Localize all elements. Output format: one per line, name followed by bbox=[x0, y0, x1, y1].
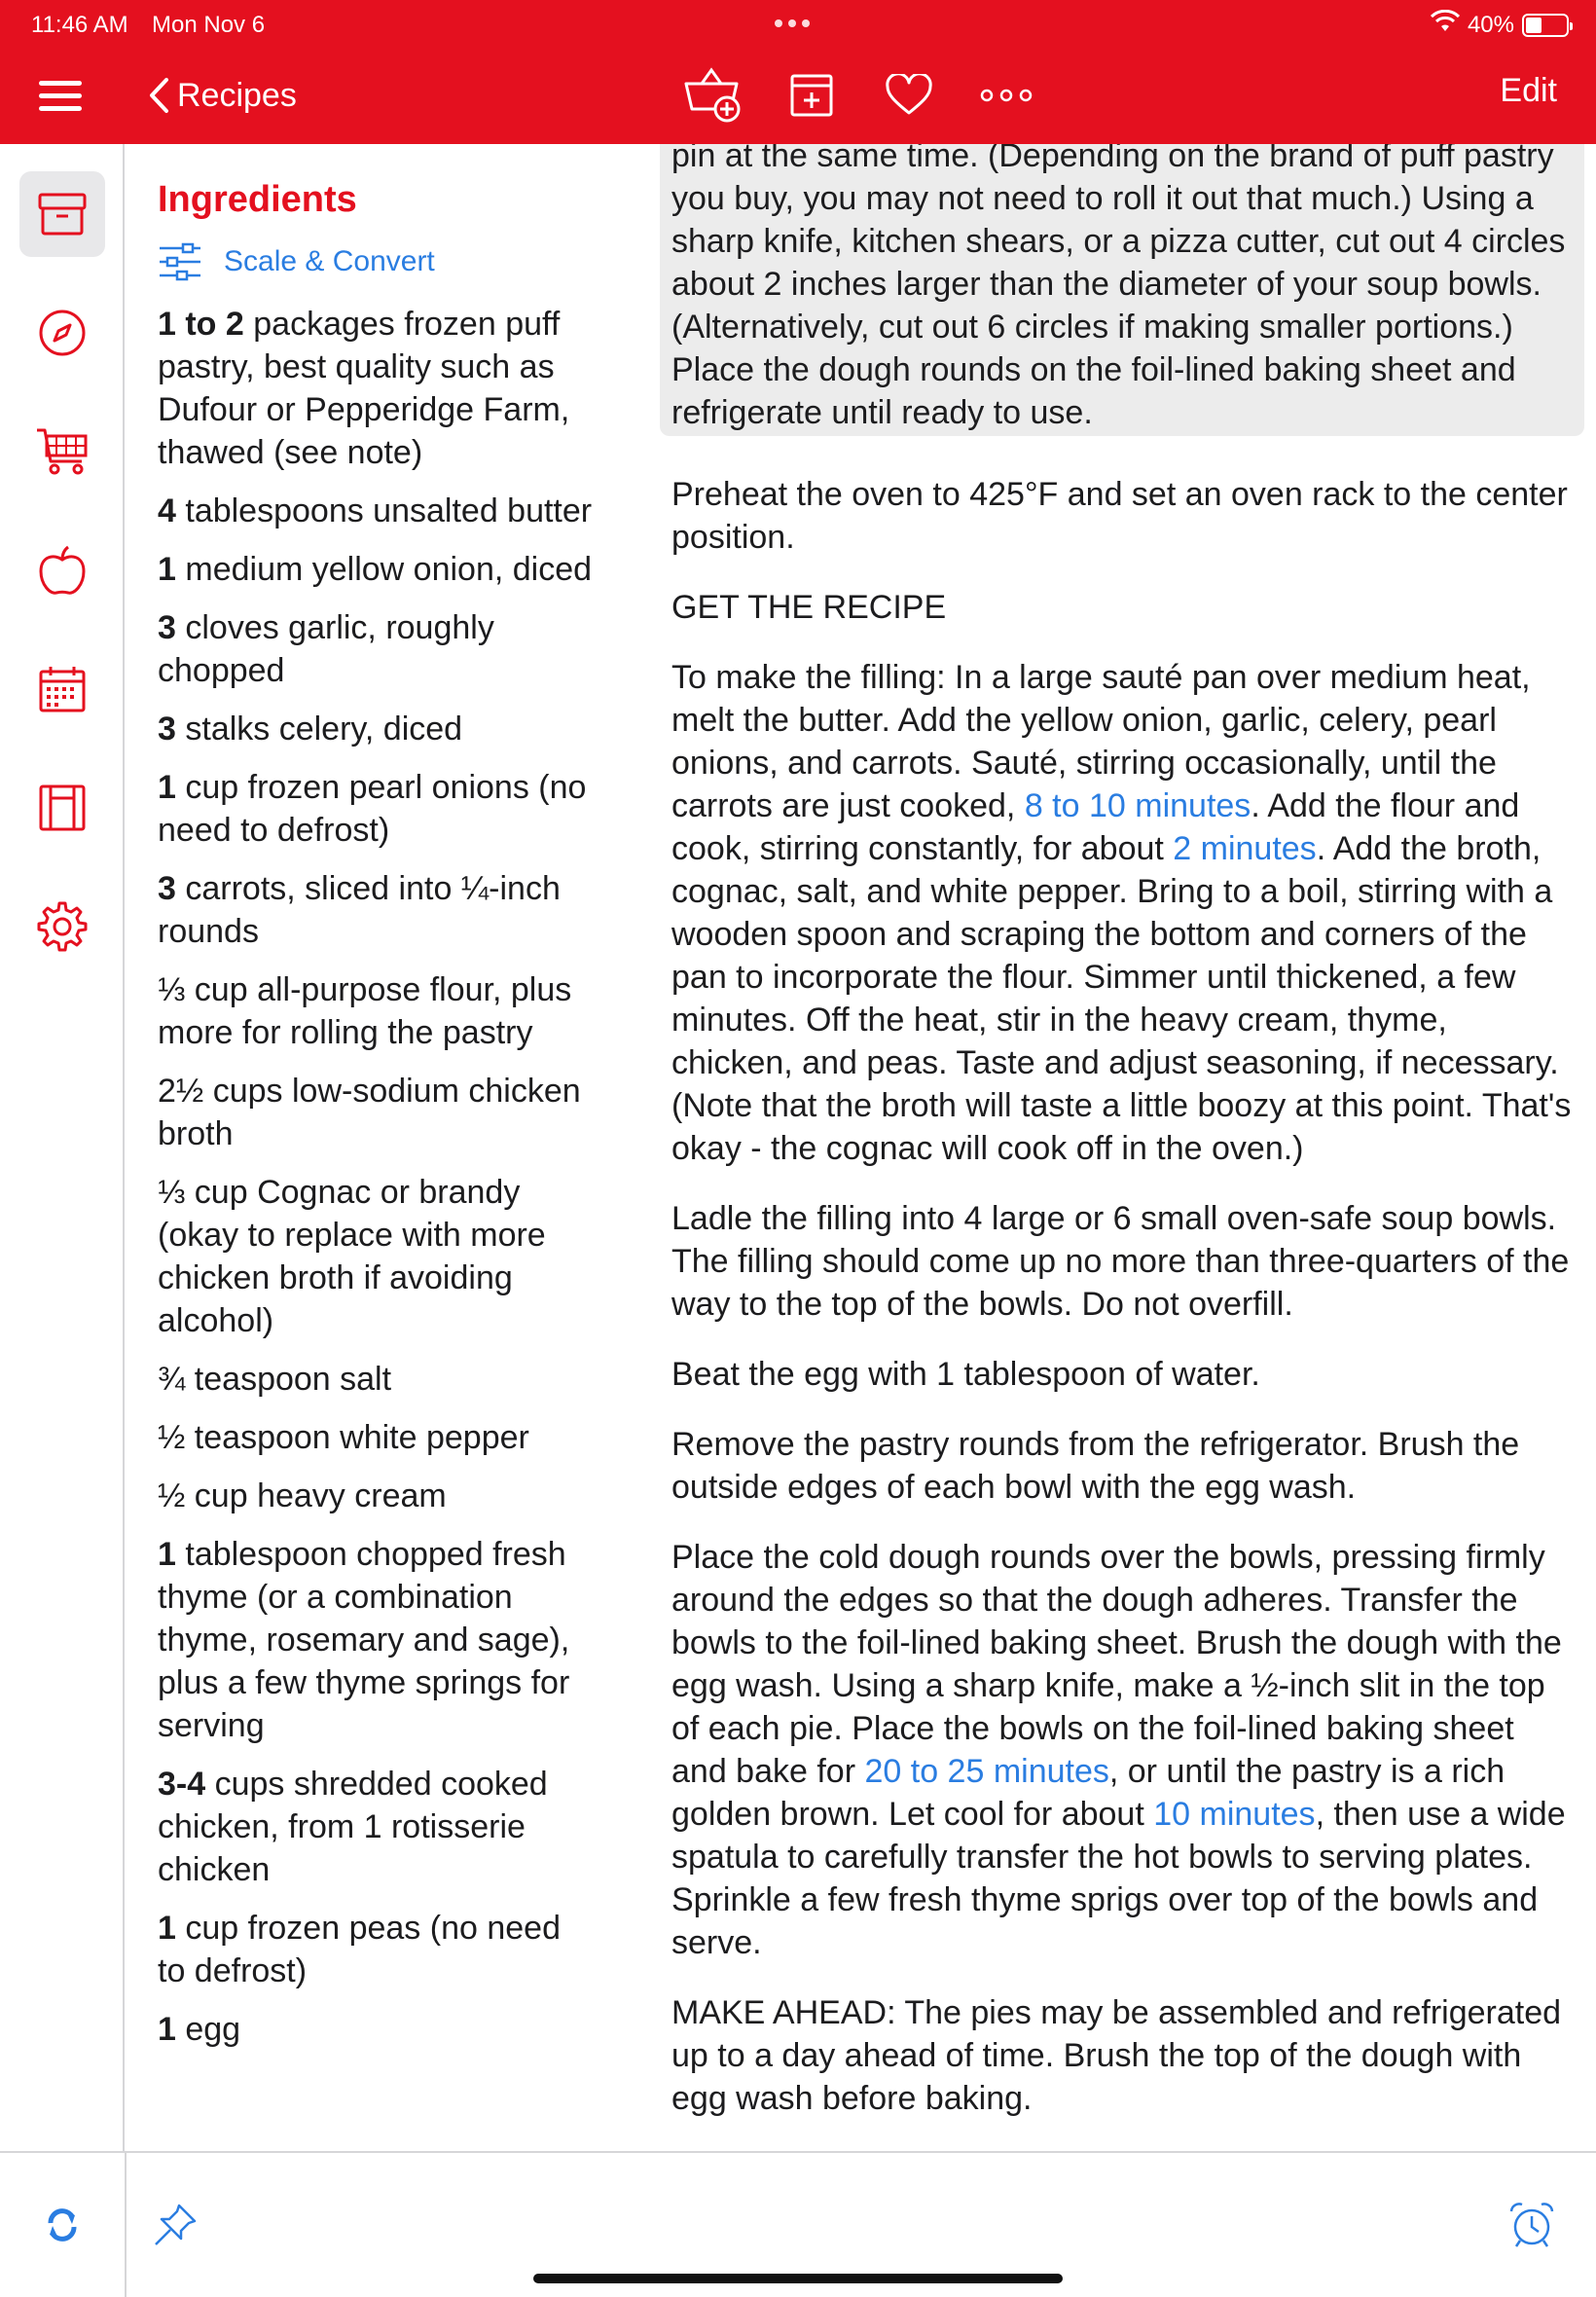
battery-level bbox=[1526, 18, 1542, 33]
timer-link[interactable]: 2 minutes bbox=[1173, 830, 1317, 867]
add-to-planner-icon bbox=[788, 72, 835, 119]
ingredient-text: carrots, sliced into ¼-inch rounds bbox=[158, 870, 561, 950]
recipe-box-icon bbox=[37, 191, 88, 237]
directions-text bbox=[671, 144, 1577, 2147]
apple-icon bbox=[37, 544, 88, 597]
direction-step-beat-egg[interactable]: Beat the egg with 1 tablespoon of water. bbox=[671, 1356, 1260, 1393]
step-text: , or until the pastry is a rich golden brown. Let cool for about bbox=[671, 1753, 1505, 1833]
sidebar-item-groceries[interactable] bbox=[19, 409, 105, 494]
back-label: Recipes bbox=[177, 76, 297, 114]
ingredient-item[interactable] bbox=[158, 490, 594, 532]
add-to-basket-icon bbox=[682, 66, 743, 125]
ingredient-text: cup frozen peas (no need to defrost) bbox=[158, 1910, 561, 1989]
step-text: . Add the broth, cognac, salt, and white pepper. Bring to a boil, stirring with a wooden spoon and scraping the bottom and corners of the pan to incorporate the flour. Simmer until thickened, a few minutes. Off the heat, stir in the heavy cream, thyme, chicken, and peas. Taste and adjust seasoning, if necessary. (Note that the broth will taste a little boozy at this point. That's okay - the cognac will cook off in the oven.) bbox=[671, 830, 1572, 1167]
ingredient-text: cups shredded cooked chicken, from 1 rotisserie chicken bbox=[158, 1766, 548, 1888]
ingredient-quantity: 4 bbox=[158, 492, 176, 529]
direction-step-place[interactable] bbox=[671, 1536, 1577, 1964]
ingredient-item[interactable] bbox=[158, 1763, 594, 1891]
ingredient-text: tablespoons unsalted butter bbox=[175, 492, 593, 529]
compass-icon bbox=[37, 308, 88, 358]
ingredient-text: tablespoon chopped fresh thyme (or a combination thyme, rosemary and sage), plus a few thyme springs for serving bbox=[158, 1536, 570, 1744]
ingredient-item[interactable] bbox=[158, 303, 594, 474]
ingredient-quantity: 1 bbox=[158, 551, 176, 588]
chevron-left-icon bbox=[146, 76, 171, 115]
add-to-basket-button[interactable] bbox=[681, 64, 744, 127]
ingredient-text: ⅓ cup Cognac or brandy (okay to replace with more chicken broth if avoiding alcohol) bbox=[158, 1174, 546, 1339]
ingredients-title: Ingredients bbox=[158, 179, 357, 220]
ingredient-quantity: 3 bbox=[158, 711, 176, 747]
directions-panel bbox=[627, 144, 1596, 2151]
sidebar-item-browse[interactable] bbox=[19, 290, 105, 376]
sidebar-item-cookbooks[interactable] bbox=[19, 765, 105, 851]
ingredient-text: ½ teaspoon white pepper bbox=[158, 1419, 529, 1456]
scale-convert-button[interactable] bbox=[158, 242, 627, 281]
sidebar-item-settings[interactable] bbox=[19, 884, 105, 969]
status-date: Mon Nov 6 bbox=[152, 12, 266, 38]
ingredient-list bbox=[158, 303, 594, 2051]
pin-icon bbox=[152, 2202, 199, 2248]
ingredient-item[interactable] bbox=[158, 1358, 594, 1401]
timer-link[interactable]: 10 minutes bbox=[1153, 1796, 1316, 1833]
direction-step-get-recipe[interactable]: GET THE RECIPE bbox=[671, 589, 947, 626]
heart-icon bbox=[885, 74, 933, 117]
ingredient-item[interactable] bbox=[158, 1070, 594, 1155]
ingredient-quantity: 3 bbox=[158, 870, 176, 907]
ingredient-quantity: 1 to 2 bbox=[158, 306, 244, 343]
multitasking-dots-icon[interactable] bbox=[775, 19, 810, 27]
home-indicator bbox=[533, 2274, 1063, 2283]
book-icon bbox=[37, 783, 88, 833]
status-time: 11:46 AM bbox=[31, 12, 128, 38]
ingredient-item[interactable] bbox=[158, 1907, 594, 1992]
bottom-toolbar bbox=[0, 2151, 1596, 2297]
ingredient-text: stalks celery, diced bbox=[175, 711, 463, 747]
ingredient-text: medium yellow onion, diced bbox=[175, 551, 593, 588]
timer-link[interactable]: 20 to 25 minutes bbox=[864, 1753, 1109, 1790]
ingredient-quantity: 3 bbox=[158, 609, 176, 646]
step-text: Place the cold dough rounds over the bowls, pressing firmly around the edges so that the dough adheres. Transfer the bowls to the foil-lined baking sheet. Brush the dough with the egg wash. Using a sharp knife, make a ½-inch slit in the top of each pie. Place the bowls on the foil-lined baking sheet and bake for bbox=[671, 1539, 1562, 1790]
step-text: To make the filling: In a large sauté pan over medium heat, melt the butter. Add the yellow onion, garlic, celery, pearl onions, and carrots. Sauté, stirring occasionally, until the carrots are just cooked, bbox=[671, 659, 1531, 824]
direction-step-make-ahead[interactable]: MAKE AHEAD: The pies may be assembled and refrigerated up to a day ahead of time. Brush the top of the dough with egg wash before baking. bbox=[671, 1994, 1562, 2117]
sidebar-item-meal-planner[interactable] bbox=[19, 646, 105, 732]
ingredient-quantity: 1 bbox=[158, 1910, 176, 1947]
ingredient-text: ¾ teaspoon salt bbox=[158, 1361, 392, 1398]
battery-percent: 40% bbox=[1467, 11, 1514, 38]
edit-button[interactable]: Edit bbox=[1500, 72, 1557, 109]
ingredient-quantity: 3-4 bbox=[158, 1766, 206, 1803]
ingredient-text: packages frozen puff pastry, best quality such as Dufour or Pepperidge Farm, thawed (see note) bbox=[158, 306, 570, 471]
ingredient-item[interactable] bbox=[158, 2008, 594, 2051]
direction-step-remove[interactable]: Remove the pastry rounds from the refrigerator. Brush the outside edges of each bowl with the egg wash. bbox=[671, 1426, 1520, 1506]
ingredient-item[interactable] bbox=[158, 867, 594, 953]
ingredient-item[interactable] bbox=[158, 1416, 594, 1459]
timers-button[interactable] bbox=[1505, 2198, 1559, 2252]
menu-button[interactable] bbox=[35, 74, 86, 119]
status-indicators bbox=[1431, 10, 1569, 40]
ingredient-quantity: 1 bbox=[158, 2011, 176, 2048]
ingredient-item[interactable] bbox=[158, 606, 594, 692]
ingredient-item[interactable] bbox=[158, 1533, 594, 1747]
ingredient-item[interactable] bbox=[158, 1475, 594, 1517]
sync-icon bbox=[43, 2206, 82, 2244]
sidebar-item-recipes[interactable] bbox=[19, 171, 105, 257]
calendar-icon bbox=[37, 664, 88, 714]
top-navigation-bar bbox=[0, 0, 1596, 144]
direction-step-preheat[interactable]: Preheat the oven to 425°F and set an oven rack to the center position. bbox=[671, 476, 1568, 556]
alarm-clock-icon bbox=[1507, 2201, 1556, 2249]
scale-convert-label: Scale & Convert bbox=[224, 245, 435, 277]
ingredient-text: ⅓ cup all-purpose flour, plus more for rolling the pastry bbox=[158, 971, 572, 1051]
ingredient-item[interactable] bbox=[158, 548, 594, 591]
pin-button[interactable] bbox=[148, 2198, 202, 2252]
wifi-icon bbox=[1431, 10, 1460, 40]
gear-icon bbox=[36, 900, 89, 953]
sidebar bbox=[0, 144, 125, 2151]
ingredient-text: egg bbox=[175, 2011, 241, 2048]
favorite-button[interactable] bbox=[878, 64, 940, 127]
ingredient-text: ½ cup heavy cream bbox=[158, 1477, 447, 1514]
ingredients-panel bbox=[125, 144, 627, 2151]
timer-link[interactable]: 8 to 10 minutes bbox=[1024, 787, 1251, 824]
ingredient-text: cloves garlic, roughly chopped bbox=[158, 609, 494, 689]
ingredient-item[interactable] bbox=[158, 708, 594, 750]
more-button[interactable] bbox=[975, 64, 1037, 127]
sync-button[interactable] bbox=[35, 2198, 90, 2252]
more-icon bbox=[979, 88, 1034, 103]
ingredient-text: 2½ cups low-sodium chicken broth bbox=[158, 1073, 581, 1152]
add-to-planner-button[interactable] bbox=[780, 64, 843, 127]
ingredient-item[interactable] bbox=[158, 1171, 594, 1342]
menu-icon bbox=[39, 80, 82, 113]
back-button[interactable] bbox=[146, 68, 297, 123]
ingredient-text: cup frozen pearl onions (no need to defrost) bbox=[158, 769, 587, 849]
step-text: , then use a wide spatula to carefully transfer the hot bowls to serving plates. Sprinkle a few fresh thyme sprigs over top of the bowls and serve. bbox=[671, 1796, 1566, 1961]
step-text: . Add the flour and cook, stirring constantly, for about bbox=[671, 787, 1520, 867]
cart-icon bbox=[35, 426, 90, 477]
bottom-divider bbox=[125, 2153, 127, 2297]
sidebar-item-pantry[interactable] bbox=[19, 528, 105, 613]
sliders-icon bbox=[158, 242, 202, 281]
direction-step-highlighted[interactable]: pin at the same time. (Depending on the brand of puff pastry you buy, you may not need to roll it out that much.) Using a sharp knife, kitchen shears, or a pizza cutter, cut out 4 circles about 2 inches larger than the diameter of your soup bowls. (Alternatively, cut out 6 circles if making smaller portions.) Place the dough rounds on the foil-lined baking sheet and refrigerate until ready to use. bbox=[671, 144, 1566, 431]
ingredient-item[interactable] bbox=[158, 766, 594, 852]
direction-step-ladle[interactable]: Ladle the filling into 4 large or 6 small oven-safe soup bowls. The filling should come up no more than three-quarters of the way to the top of the bowls. Do not overfill. bbox=[671, 1200, 1570, 1323]
ingredient-item[interactable] bbox=[158, 968, 594, 1054]
ingredient-quantity: 1 bbox=[158, 1536, 176, 1573]
ingredient-quantity: 1 bbox=[158, 769, 176, 806]
battery-icon bbox=[1522, 14, 1569, 37]
direction-step-filling[interactable] bbox=[671, 656, 1577, 1170]
